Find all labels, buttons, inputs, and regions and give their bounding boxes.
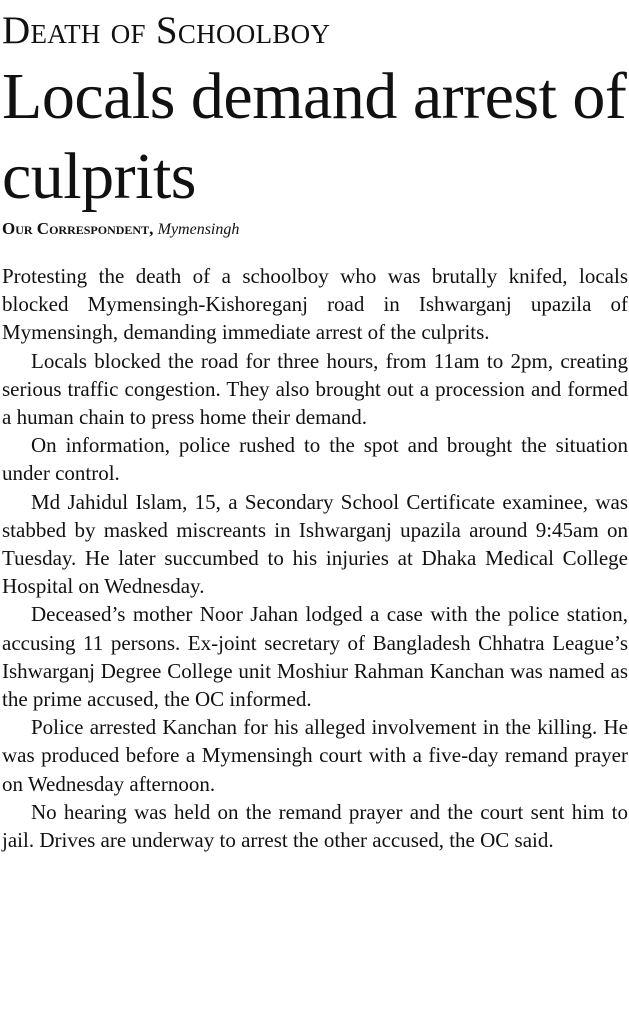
article-headline: Locals demand arrest of culprits [2, 60, 627, 213]
article-paragraph: Deceased’s mother Noor Jahan lodged a case with the police station, accusing 11 persons. Ex-joint secretary of Bangladesh Chhatra League’s Ishwarganj Degree College unit Moshiur Rahman Kanchan was named as the prime accused, the OC informed. [2, 602, 628, 712]
article-byline [2, 217, 628, 242]
article-body [2, 262, 628, 854]
byline-author: Our Correspondent, [2, 219, 154, 238]
article-paragraph: Police arrested Kanchan for his alleged involvement in the killing. He was produced before a Mymensingh court with a five-day remand prayer on Wednesday afternoon. [2, 715, 628, 796]
article-paragraph: Md Jahidul Islam, 15, a Secondary School Certificate examinee, was stabbed by masked miscreants in Ishwarganj upazila around 9:45am on Tuesday. He later succumbed to his injuries at Dhaka Medical College Hospital on Wednesday. [2, 489, 628, 599]
article-kicker: Death of Schoolboy [2, 9, 331, 52]
article-paragraph: On information, police rushed to the spot and brought the situation under control. [2, 433, 628, 486]
article-paragraph: Locals blocked the road for three hours, from 11am to 2pm, creating serious traffic congestion. They also brought out a procession and formed a human chain to press home their demand. [2, 348, 628, 430]
article-paragraph: Protesting the death of a schoolboy who was brutally knifed, locals blocked Mymensingh-Kishoreganj road in Ishwarganj upazila of Mymensingh, demanding immediate arrest of the culprits. [2, 264, 628, 345]
article-paragraph: No hearing was held on the remand prayer and the court sent him to jail. Drives are underway to arrest the other accused, the OC said. [2, 799, 628, 853]
byline-location: Mymensingh [157, 221, 240, 238]
